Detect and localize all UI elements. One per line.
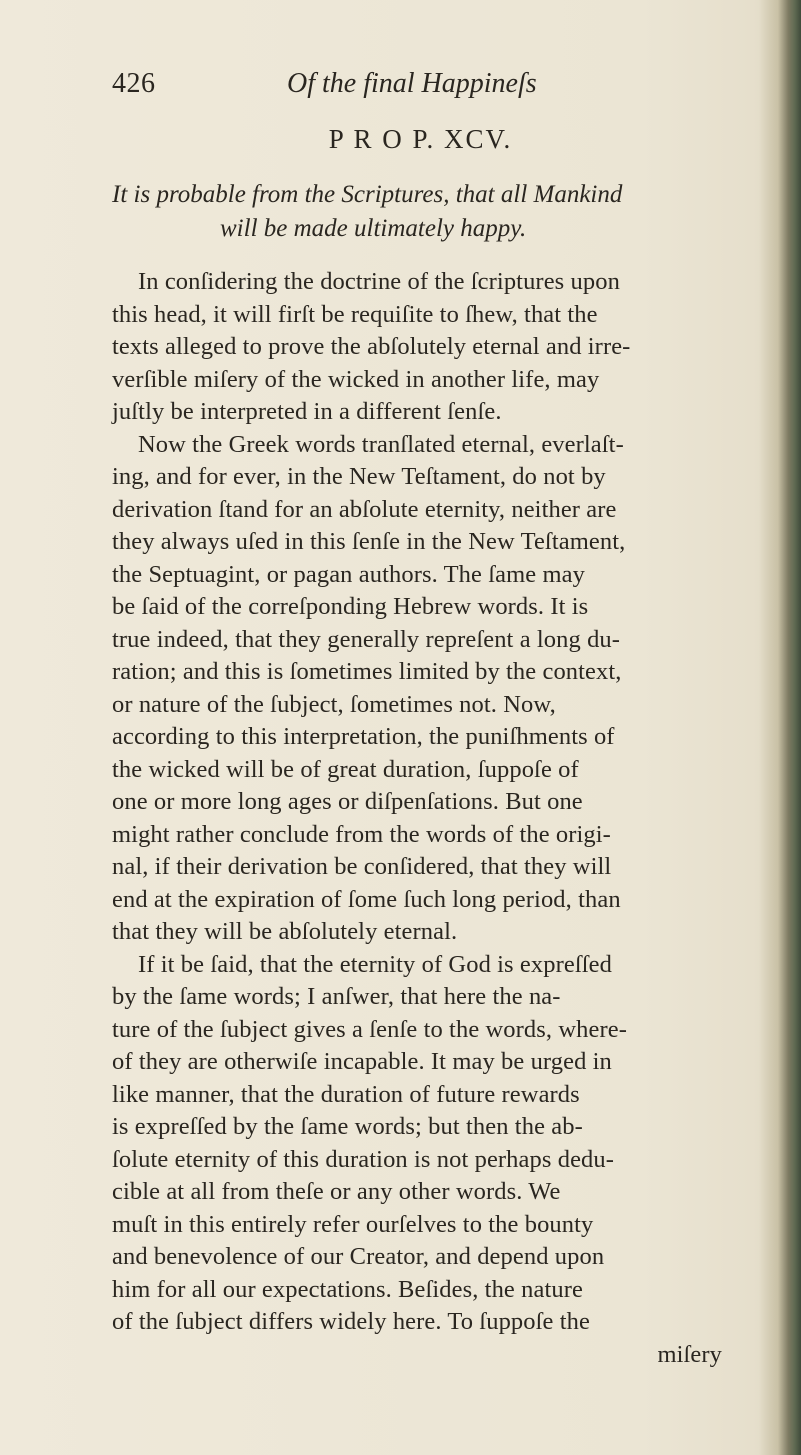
text-line: cible at all from theſe or any other words. We — [112, 1178, 561, 1205]
text-line: be ſaid of the correſponding Hebrew words. It is — [112, 593, 589, 620]
text-line: miſery — [657, 1340, 722, 1368]
statement-line-2: will be made ultimately happy. — [220, 215, 527, 242]
text-line: true indeed, that they generally repreſent a long du- — [112, 625, 621, 653]
text-line: or nature of the ſubject, ſometimes not. Now, — [112, 690, 556, 718]
text-line: might rather conclude from the words of the origi- — [112, 820, 611, 848]
text-line: If it be ſaid, that the eternity of God is expreſſed — [138, 950, 612, 978]
proposition-statement — [112, 178, 712, 246]
text-line: like manner, that the duration of future rewards — [112, 1080, 580, 1108]
text-line: juſtly be interpreted in a different ſenſe. — [112, 398, 502, 425]
text-line: according to this interpretation, the puniſhments of — [112, 723, 615, 750]
text-line: ration; and this is ſometimes limited by the context, — [112, 658, 622, 685]
proposition-title-text: P R O P. XCV. — [328, 124, 513, 154]
text-line: In conſidering the doctrine of the ſcriptures upon — [138, 268, 620, 295]
text-line: by the ſame words; I anſwer, that here the na- — [112, 983, 561, 1010]
text-line: one or more long ages or diſpenſations. But one — [112, 788, 583, 815]
text-line: and benevolence of our Creator, and depend upon — [112, 1243, 605, 1270]
text-line: muſt in this entirely refer ourſelves to the bounty — [112, 1210, 594, 1238]
text-line: end at the expiration of ſome ſuch long period, than — [112, 885, 621, 913]
text-line: of they are otherwiſe incapable. It may be urged in — [112, 1048, 612, 1075]
text-line: they always uſed in this ſenſe in the New Teſtament, — [112, 528, 626, 555]
text-line: texts alleged to prove the abſolutely eternal and irre- — [112, 333, 631, 360]
page-binding-edge — [759, 0, 801, 1455]
text-line: this head, it will firſt be requiſite to ſhew, that the — [112, 300, 598, 328]
running-head: Of the final Happineſs — [287, 68, 537, 99]
text-line: verſible miſery of the wicked in another life, may — [112, 365, 600, 393]
text-line: him for all our expectations. Beſides, the nature — [112, 1275, 583, 1303]
text-line: of the ſubject differs widely here. To ſuppoſe the — [112, 1308, 590, 1335]
proposition-title — [0, 124, 801, 155]
text-line: that they will be abſolutely eternal. — [112, 918, 458, 945]
text-line: the Septuagint, or pagan authors. The ſame may — [112, 560, 585, 588]
text-line: nal, if their derivation be conſidered, that they will — [112, 853, 612, 880]
page-number: 426 — [112, 68, 156, 99]
page-header — [112, 68, 712, 108]
text-line: is expreſſed by the ſame words; but then the ab- — [112, 1113, 583, 1140]
text-line: the wicked will be of great duration, ſuppoſe of — [112, 755, 579, 783]
text-line: Now the Greek words tranſlated eternal, everlaſt- — [138, 430, 624, 458]
body-text — [112, 266, 742, 1371]
text-line: derivation ſtand for an abſolute eternity, neither are — [112, 495, 617, 523]
text-line: ſolute eternity of this duration is not perhaps dedu- — [112, 1145, 614, 1173]
text-line: ing, and for ever, in the New Teſtament, do not by — [112, 463, 606, 490]
statement-line-1: It is probable from the Scriptures, that all Mankind — [112, 181, 623, 208]
text-line: ture of the ſubject gives a ſenſe to the words, where- — [112, 1015, 627, 1043]
